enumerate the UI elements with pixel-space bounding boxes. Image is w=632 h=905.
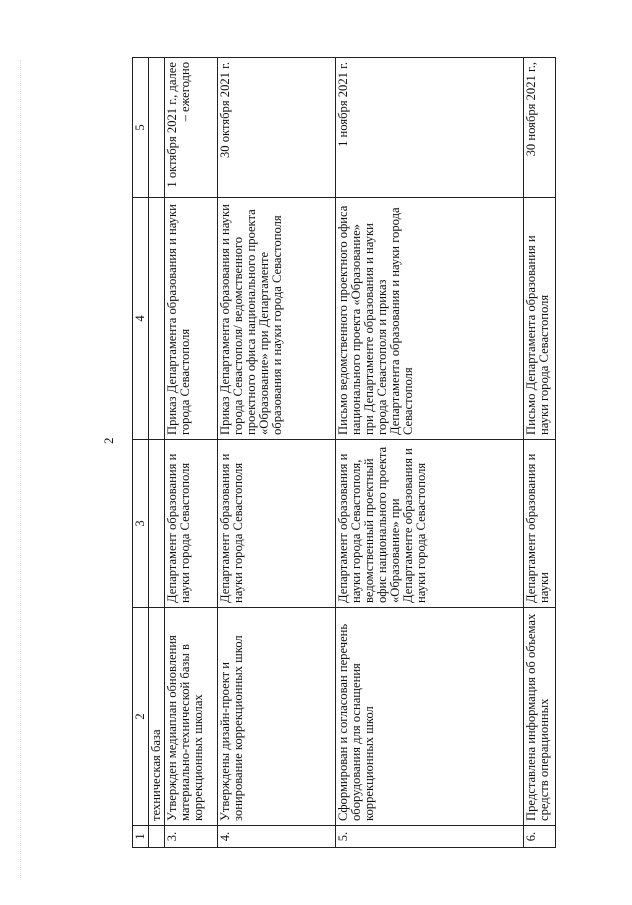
row-number: 3. bbox=[165, 826, 218, 848]
page-number: 2 bbox=[101, 437, 116, 444]
event-cell: Утверждены дизайн-проект и зонирование коррекционных школ bbox=[218, 608, 336, 826]
deadline-cell: 1 октября 2021 г., далее – ежегодно bbox=[165, 58, 218, 198]
responsible-cell: Департамент образования и науки города Севастополя bbox=[218, 440, 336, 608]
header-row bbox=[133, 58, 149, 848]
continuation-cell-5 bbox=[149, 58, 165, 198]
table-row bbox=[336, 58, 524, 848]
header-col-4: 4 bbox=[133, 198, 149, 440]
scan-edge-marks bbox=[20, 60, 22, 880]
responsible-cell: Департамент образования и науки bbox=[524, 440, 556, 608]
continuation-cell-4 bbox=[149, 198, 165, 440]
event-cell: Утвержден медиаплан обновления материально-технической базы в коррекционных школах bbox=[165, 608, 218, 826]
row-number: 4. bbox=[218, 826, 336, 848]
table-row bbox=[524, 58, 556, 848]
continuation-row bbox=[149, 58, 165, 848]
document-cell: Письмо Департамента образования и науки города Севастополя bbox=[524, 198, 556, 440]
responsible-cell: Департамент образования и науки города Севастополя bbox=[165, 440, 218, 608]
event-cell: Представлена информация об объемах средств операционных bbox=[524, 608, 556, 826]
row-number: 5. bbox=[336, 826, 524, 848]
table-row bbox=[218, 58, 336, 848]
table-row bbox=[165, 58, 218, 848]
deadline-cell: 30 октября 2021 г. bbox=[218, 58, 336, 198]
header-col-1: 1 bbox=[133, 826, 149, 848]
document-cell: Приказ Департамента образования и науки города Севастополя/ ведомственного проектного офиса национального проекта «Образование» при Департаменте образования и науки города Севастополя bbox=[218, 198, 336, 440]
deadline-cell: 30 ноября 2021 г., bbox=[524, 58, 556, 198]
header-col-5: 5 bbox=[133, 58, 149, 198]
continuation-num-cell bbox=[149, 826, 165, 848]
header-col-3: 3 bbox=[133, 440, 149, 608]
deadline-cell: 1 ноября 2021 г. bbox=[336, 58, 524, 198]
row-number: 6. bbox=[524, 826, 556, 848]
event-cell: Сформирован и согласован перечень оборудования для оснащения коррекционных школ bbox=[336, 608, 524, 826]
responsible-cell: Департамент образования и науки города Севастополя, ведомственный проектный офис национального проекта «Образование» при Департаменте образования и науки города Севастополя bbox=[336, 440, 524, 608]
continuation-cell-3 bbox=[149, 440, 165, 608]
continuation-text: техническая база bbox=[149, 608, 165, 826]
header-col-2: 2 bbox=[133, 608, 149, 826]
document-cell: Приказ Департамента образования и науки города Севастополя bbox=[165, 198, 218, 440]
rotated-table-container bbox=[132, 58, 610, 848]
document-cell: Письмо ведомственного проектного офиса национального проекта «Образование» при Департаменте образования и науки города Севастополя и приказ Департамента образования и науки города Севастополя bbox=[336, 198, 524, 440]
plan-table bbox=[132, 57, 556, 848]
